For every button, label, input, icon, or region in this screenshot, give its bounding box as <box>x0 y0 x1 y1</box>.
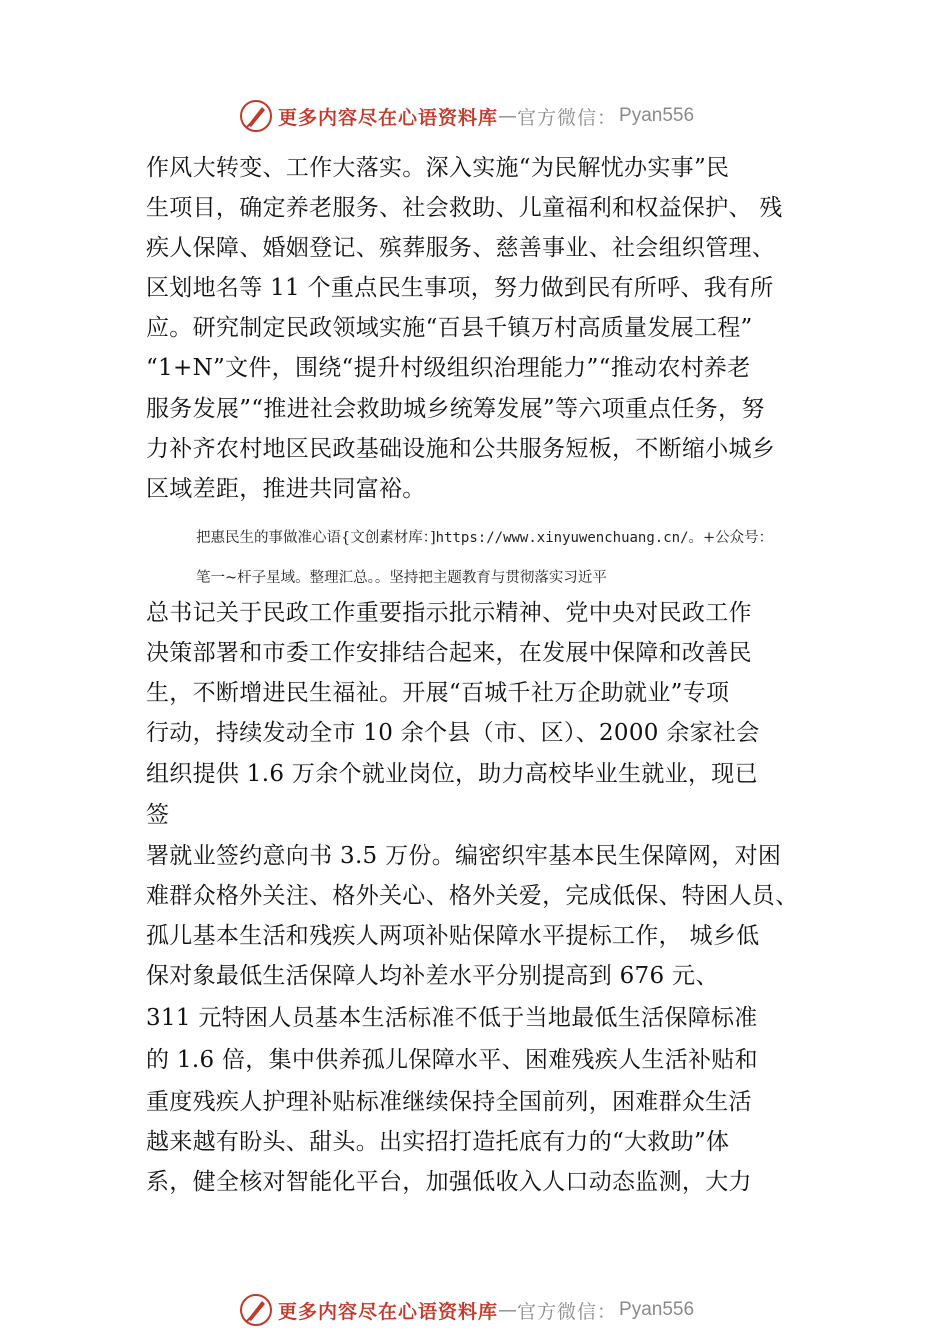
banner-wechat-id: Pyan556 <box>619 105 695 126</box>
banner-title: 更多内容尽在心语资料库 <box>278 1300 499 1323</box>
paragraph-line: 难群众格外关注、格外关心、格外关爱，完成低保、特困人员、 <box>146 883 799 909</box>
paragraph-line: 力补齐农村地区民政基础设施和公共服务短板，不断缩小城乡 <box>146 436 776 462</box>
paragraph-line: 疾人保障、婚姻登记、殡葬服务、慈善事业、社会组织管理、 <box>146 235 776 261</box>
paragraph-line: 生，不断增进民生福祉。开展“百城千社万企助就业”专项 <box>146 680 730 706</box>
note-url-link[interactable]: https://www.xinyuwenchuang.cn/ <box>435 530 689 546</box>
paragraph-line: 越来越有盼头、甜头。出实招打造托底有力的“大救助”体 <box>146 1129 730 1155</box>
paragraph-line: 组织提供 1.6 万余个就业岗位，助力高校毕业生就业，现已 <box>146 761 758 787</box>
banner-title: 更多内容尽在心语资料库 <box>278 106 499 129</box>
paragraph-line: 生项目，确定养老服务、社会救助、儿童福利和权益保护、 残 <box>146 195 783 221</box>
paragraph-line: 保对象最低生活保障人均补差水平分别提高到 676 元、 <box>146 963 719 989</box>
banner-wechat-label: 官方微信： <box>517 106 618 129</box>
paragraph-line: 决策部署和市委工作安排结合起来，在发展中保障和改善民 <box>146 640 752 666</box>
paragraph-line: 区划地名等 11 个重点民生事项，努力做到民有所呼、我有所 <box>146 275 774 301</box>
banner-dash: — <box>498 1299 518 1321</box>
paragraph-line: 签 <box>146 802 170 828</box>
paragraph-line: 署就业签约意向书 3.5 万份。编密织牢基本民生保障网，对困 <box>146 843 782 869</box>
paragraph-line: 作风大转变、工作大落实。深入实施“为民解忧办实事”民 <box>146 155 730 181</box>
note-prefix: 把惠民生的事做准心语{文创素材库：] <box>196 530 436 546</box>
paragraph-line: 系，健全核对智能化平台，加强低收入人口动态监测，大力 <box>146 1169 752 1195</box>
footer-banner <box>238 1290 694 1330</box>
paragraph-line: 的 1.6 倍，集中供养孤儿保障水平、困难残疾人生活补贴和 <box>146 1047 758 1073</box>
note-suffix: 。+公众号： <box>688 530 774 546</box>
paragraph-line: 服务发展”“推进社会救助城乡统筹发展”等六项重点任务，努 <box>146 396 765 422</box>
header-banner <box>238 96 694 136</box>
banner-wechat-id: Pyan556 <box>619 1299 695 1320</box>
paragraph-line: 311 元特困人员基本生活标准不低于当地最低生活保障标准 <box>146 1005 758 1031</box>
paragraph-line: 孤儿基本生活和残疾人两项补贴保障水平提标工作， 城乡低 <box>146 923 760 949</box>
paragraph-line: 行动，持续发动全市 10 余个县（市、区）、2000 余家社会 <box>146 720 760 746</box>
paragraph-line: 总书记关于民政工作重要指示批示精神、党中央对民政工作 <box>146 600 752 626</box>
quill-logo-icon <box>238 98 274 134</box>
paragraph-line: “1+N”文件，围绕“提升村级组织治理能力”“推动农村养老 <box>146 355 751 381</box>
paragraph-line: 重度残疾人护理补贴标准继续保持全国前列，困难群众生活 <box>146 1089 752 1115</box>
source-note-line-2: 笔一~杆子星域。整理汇总。。坚持把主题教育与贯彻落实习近平 <box>196 570 607 586</box>
banner-wechat-label: 官方微信： <box>517 1300 618 1323</box>
source-note-line <box>196 528 773 548</box>
paragraph-line: 应。研究制定民政领域实施“百县千镇万村高质量发展工程” <box>146 315 753 341</box>
quill-logo-icon <box>238 1292 274 1328</box>
banner-dash: — <box>498 105 518 127</box>
paragraph-line: 区域差距，推进共同富裕。 <box>146 476 426 502</box>
